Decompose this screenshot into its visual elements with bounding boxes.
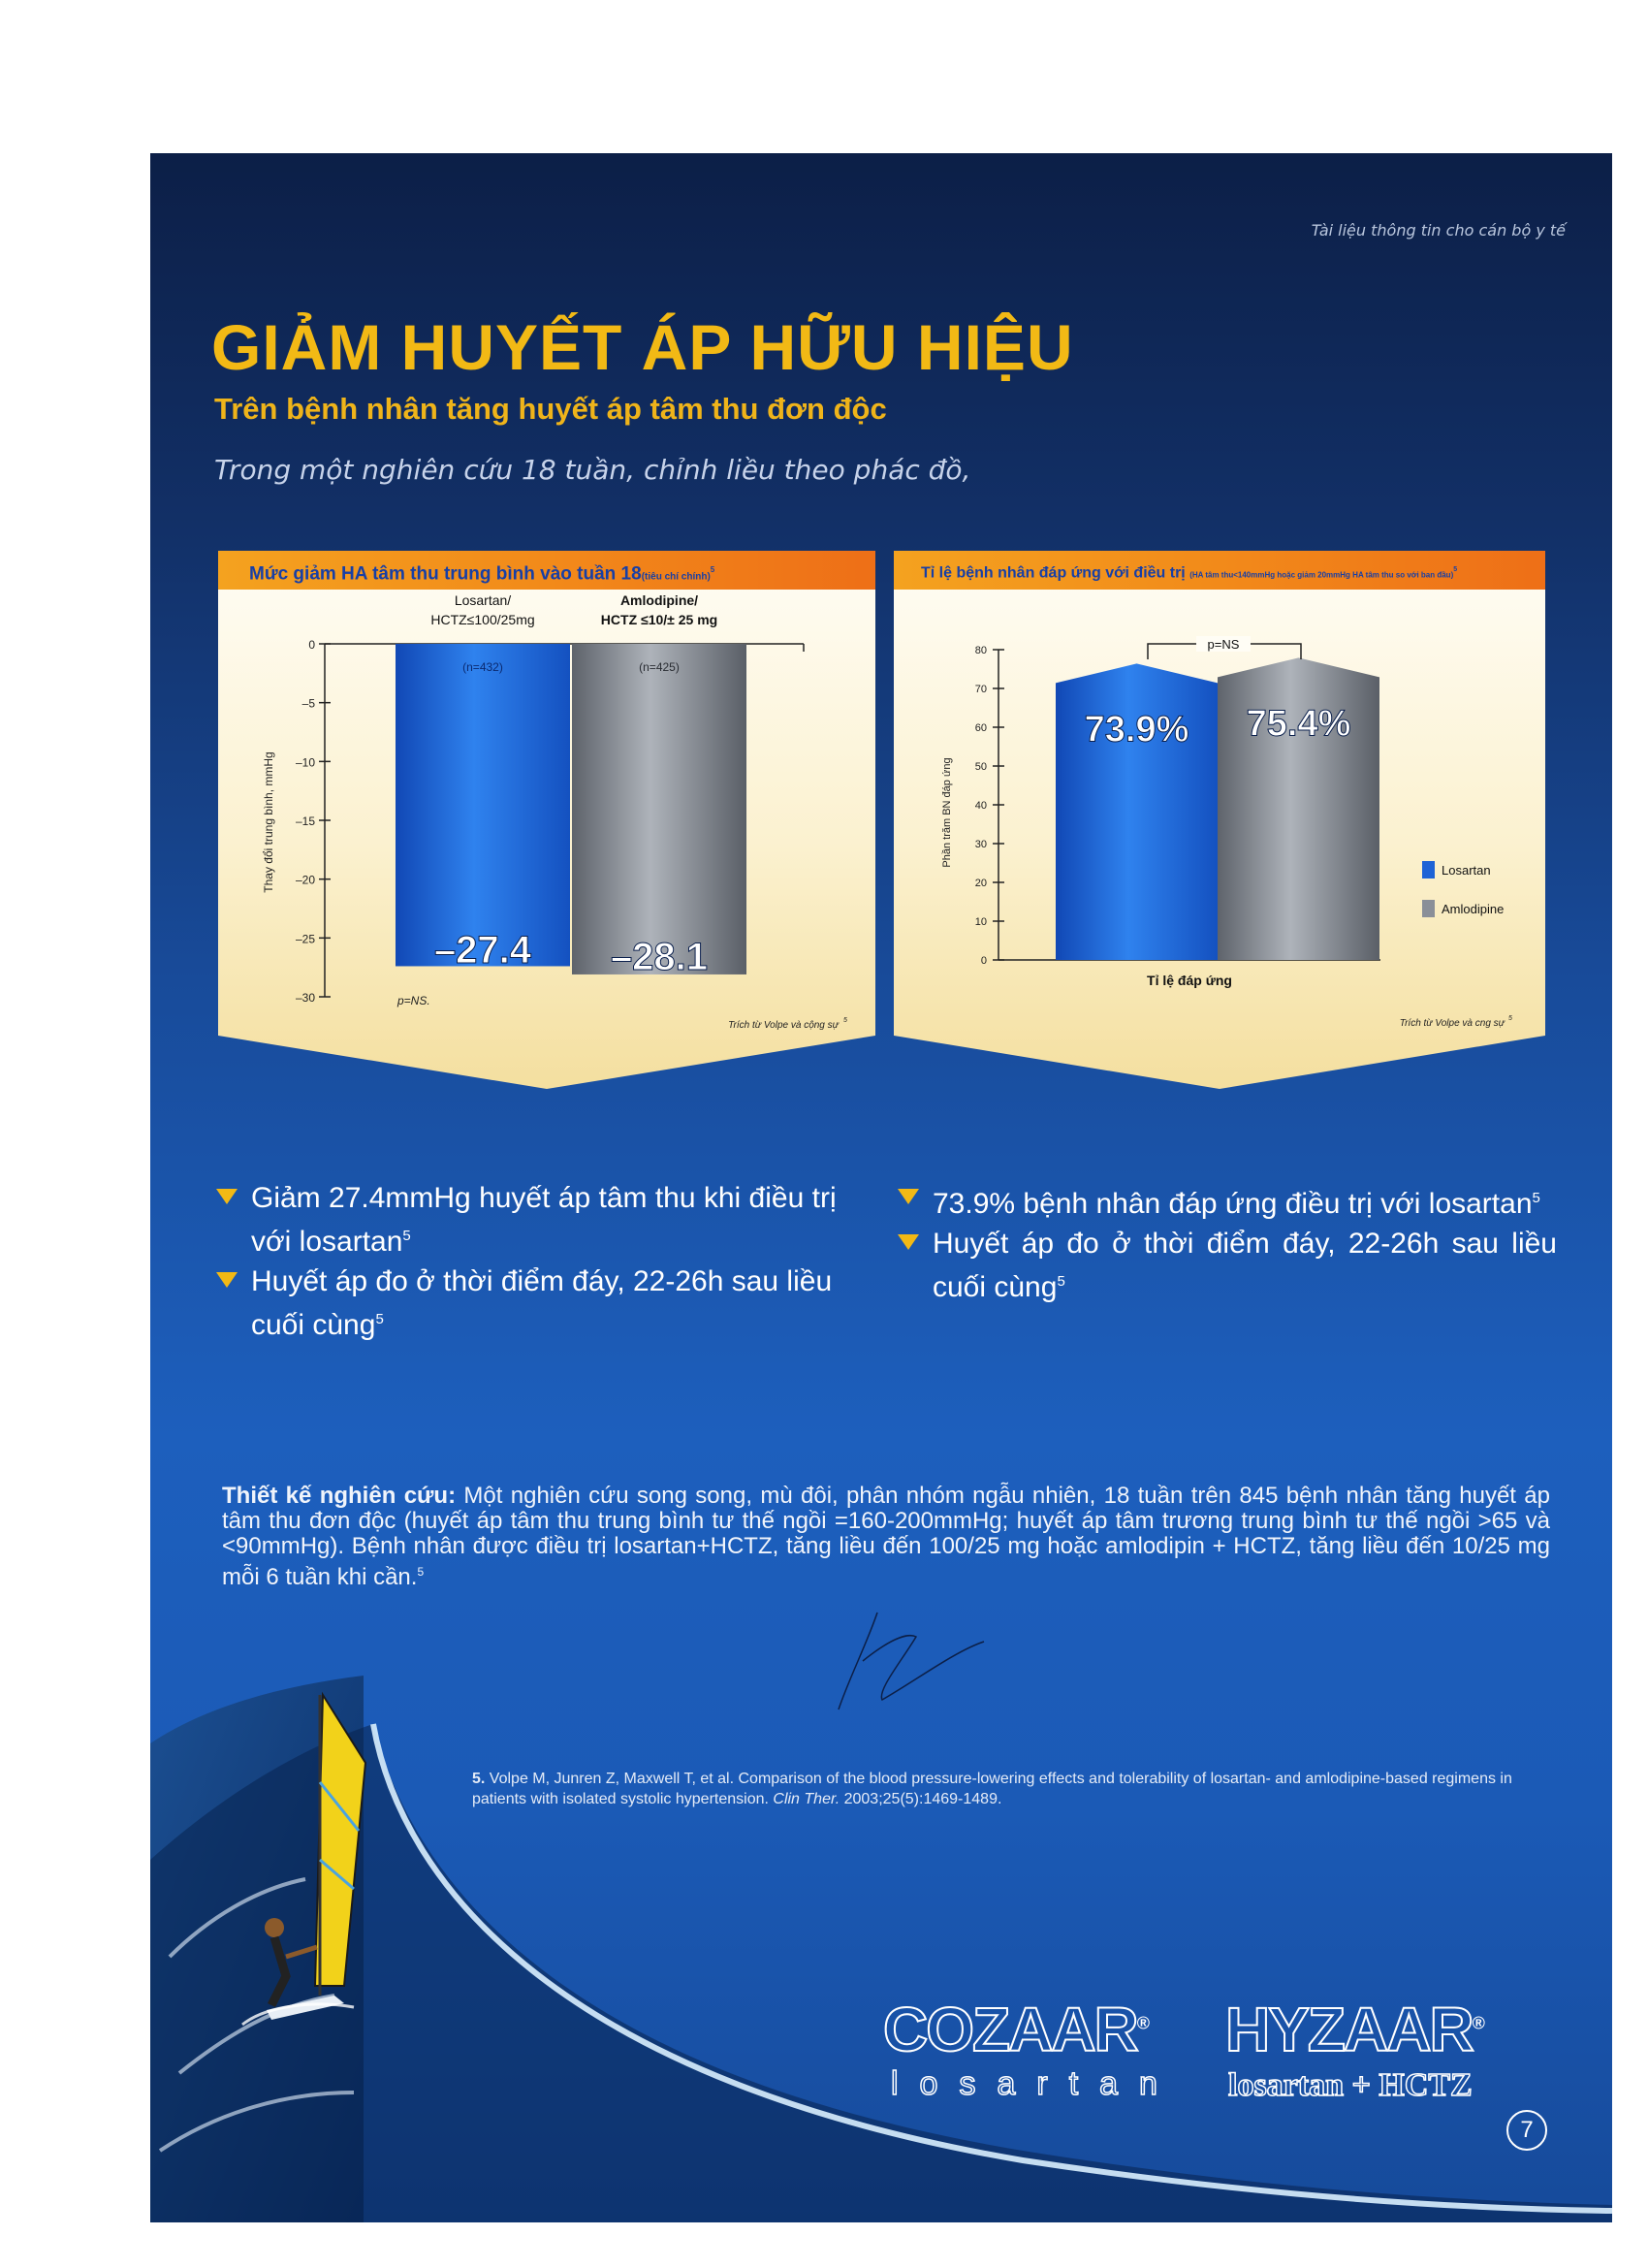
bar-losartan <box>1056 663 1218 960</box>
brochure-panel <box>150 153 1612 2222</box>
bullet-triangle-icon <box>216 1189 238 1204</box>
category-label-line2: HCTZ≤100/25mg <box>430 612 535 627</box>
bullet-item <box>898 1225 1557 1306</box>
value-label: 75.4% <box>1246 703 1351 745</box>
n-label: (n=425) <box>639 660 680 674</box>
bar-amlodipine <box>572 644 746 974</box>
value-label: –27.4 <box>433 929 532 972</box>
top-note: Tài liệu thông tin cho cán bộ y tế <box>1311 221 1566 240</box>
source-note: Trích từ Volpe và cng sự <box>1399 1018 1505 1029</box>
hyzaar-reg: ® <box>1472 2013 1483 2033</box>
bullet-item <box>898 1179 1557 1223</box>
legend-swatch <box>1422 861 1435 878</box>
chart-card-sbp-reduction <box>218 551 875 1089</box>
legend-swatch <box>1422 900 1435 917</box>
bullet-sup: 5 <box>402 1228 411 1244</box>
chart2-title <box>921 551 1541 590</box>
y-tick-label: –30 <box>295 991 315 1005</box>
bullet-text: Huyết áp đo ở thời điểm đáy, 22-26h sau liều cuối cùng <box>251 1265 833 1341</box>
cozaar-reg: ® <box>1136 2013 1149 2033</box>
chart1-title-main: Mức giảm HA tâm thu trung bình vào tuần 18 <box>249 563 642 585</box>
study-design-sup: 5 <box>417 1565 425 1579</box>
category-label-line2: HCTZ ≤10/± 25 mg <box>600 612 718 627</box>
chart2-title-sup: 5 <box>1453 566 1458 573</box>
bullet-triangle-icon <box>898 1234 919 1250</box>
bullet-item <box>216 1179 875 1261</box>
value-label: 73.9% <box>1084 709 1189 751</box>
chart1-title-note: (tiêu chí chính) <box>641 571 711 583</box>
y-tick-label: –15 <box>295 815 315 828</box>
bullet-sup: 5 <box>1532 1190 1540 1206</box>
bullet-text: Giảm 27.4mmHg huyết áp tâm thu khi điều trị với losartan <box>251 1182 837 1258</box>
y-tick-label: 60 <box>974 722 987 734</box>
y-tick-label: –10 <box>295 755 315 770</box>
bullet-sup: 5 <box>375 1311 384 1327</box>
page-title: GIẢM HUYẾT ÁP HỮU HIỆU <box>211 311 1074 383</box>
source-note-sup: 5 <box>1508 1015 1512 1022</box>
study-design-label: Thiết kế nghiên cứu: <box>222 1483 457 1509</box>
bullet-triangle-icon <box>216 1272 238 1288</box>
source-note: Trích từ Volpe và cộng sự <box>728 1020 839 1031</box>
response-rate-chart <box>894 551 1545 1089</box>
earth-horizon-illustration <box>150 1666 1612 2222</box>
y-tick-label: 50 <box>974 761 987 773</box>
bullet-triangle-icon <box>898 1189 919 1204</box>
bar-losartan <box>396 644 570 966</box>
cozaar-sub: losartan <box>891 2065 1179 2102</box>
p-value-label: p=NS. <box>397 994 430 1007</box>
study-design <box>222 1484 1550 1590</box>
chart2-title-main: Tỉ lệ bệnh nhân đáp ứng với điều trị <box>921 564 1186 582</box>
y-tick-label: 0 <box>308 638 315 652</box>
page-number: 7 <box>1506 2110 1547 2151</box>
y-tick-label: 40 <box>974 800 987 812</box>
page-subtitle: Trên bệnh nhân tăng huyết áp tâm thu đơn độc <box>214 392 887 426</box>
chart1-title-sup: 5 <box>710 565 715 574</box>
cozaar-name: COZAAR <box>883 1995 1137 2064</box>
y-tick-label: 0 <box>980 955 987 967</box>
bullet-text: 73.9% bệnh nhân đáp ứng điều trị với losartan <box>933 1188 1533 1220</box>
y-axis-label: Thay đổi trung bình, mmHg <box>262 751 275 893</box>
legend-label: Amlodipine <box>1442 902 1505 916</box>
y-tick-label: 20 <box>974 878 987 889</box>
reference-text: Volpe M, Junren Z, Maxwell T, et al. Comparison of the blood pressure-lowering effects and tolerability of losartan- and amlodipine-based regimens in patients with isolated systolic hypertension. <box>472 1771 1512 1807</box>
source-note-sup: 5 <box>843 1017 847 1024</box>
chart1-title <box>249 551 870 590</box>
bullet-item <box>216 1262 875 1344</box>
y-tick-label: 70 <box>974 684 987 695</box>
bullet-text: Huyết áp đo ở thời điểm đáy, 22-26h sau liều cuối cùng <box>933 1228 1557 1303</box>
value-label: –28.1 <box>610 936 709 978</box>
reference-tail: 2003;25(5):1469-1489. <box>843 1791 1002 1807</box>
y-tick-label: 30 <box>974 839 987 850</box>
legend-label: Losartan <box>1442 863 1491 878</box>
hyzaar-name: HYZAAR <box>1225 1995 1473 2064</box>
sbp-reduction-chart <box>218 551 875 1089</box>
cozaar-logo <box>883 1994 1148 2065</box>
reference-journal: Clin Ther. <box>773 1791 840 1807</box>
y-tick-label: 10 <box>974 916 987 928</box>
category-label-line1: Amlodipine/ <box>619 592 699 608</box>
y-axis-label: Phần trăm BN đáp ứng <box>941 757 953 868</box>
x-axis-label: Tỉ lệ đáp ứng <box>1147 973 1232 988</box>
p-value-label: p=NS <box>1207 637 1240 652</box>
y-tick-label: –20 <box>295 873 315 887</box>
chart2-title-note: (HA tâm thu<140mmHg hoặc giảm 20mmHg HA tâm thu so với ban đầu) <box>1189 570 1454 580</box>
y-tick-label: 80 <box>974 645 987 656</box>
y-tick-label: –5 <box>301 696 315 711</box>
bullet-sup: 5 <box>1057 1273 1065 1290</box>
hyzaar-logo <box>1225 1994 1483 2065</box>
chart-card-response-rate <box>894 551 1545 1089</box>
hyzaar-sub: losartan + HCTZ <box>1228 2067 1473 2103</box>
bullets-left <box>216 1179 875 1346</box>
brand-logos <box>883 1994 1562 2110</box>
study-design-text: Một nghiên cứu song song, mù đôi, phân nhóm ngẫu nhiên, 18 tuần trên 845 bệnh nhân tăng huyết áp tâm thu đơn độc (huyết áp tâm thu trung bình tư thế ngồi =160-200mmHg; huyết áp tâm trương trung bình tư thế ngồi >65 và <90mmHg). Bệnh nhân được điều trị losartan+HCTZ, tăng liều đến 100/25 mg hoặc amlodipin + HCTZ, tăng liều đến 10/25 mg mỗi 6 tuần khi cần. <box>222 1483 1551 1590</box>
n-label: (n=432) <box>462 660 503 674</box>
intro-text: Trong một nghiên cứu 18 tuần, chỉnh liều theo phác đồ, <box>214 454 971 486</box>
bullets-right <box>898 1179 1557 1308</box>
y-tick-label: –25 <box>295 932 315 946</box>
reference-note <box>472 1769 1546 1809</box>
category-label-line1: Losartan/ <box>454 592 512 608</box>
reference-number: 5. <box>472 1771 486 1787</box>
